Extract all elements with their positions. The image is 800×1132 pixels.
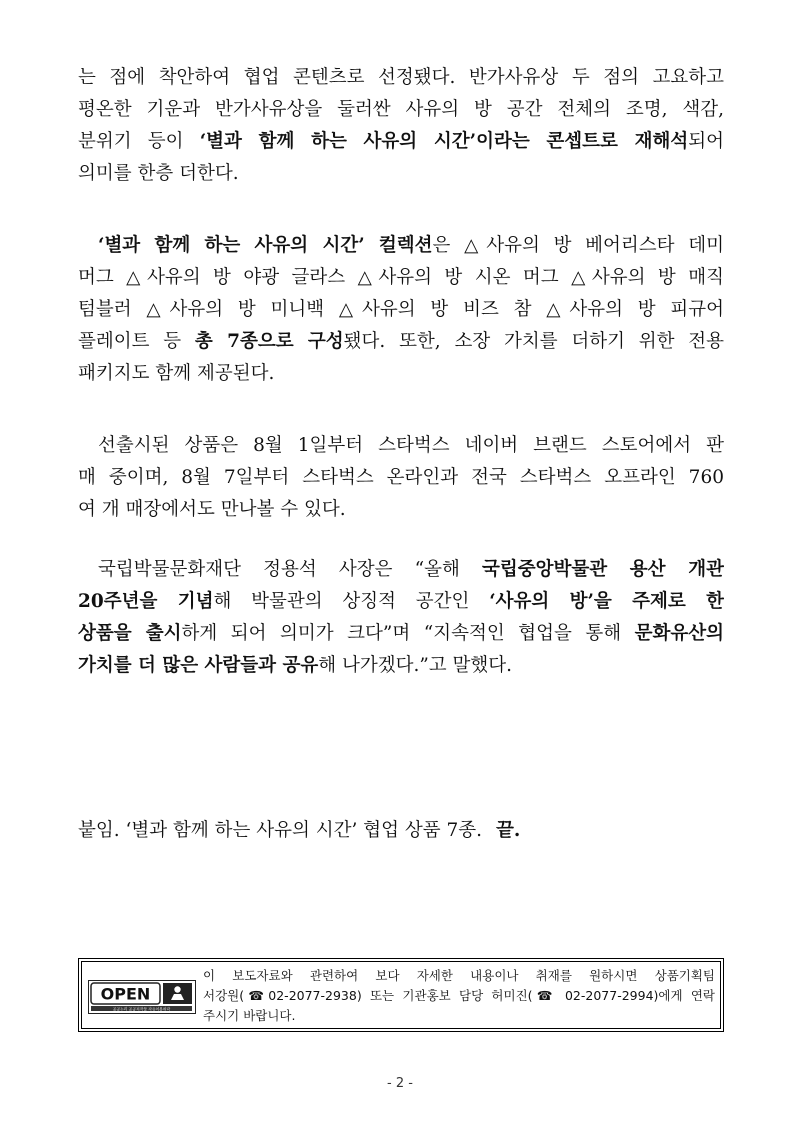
paragraph — [78, 554, 724, 682]
open-license-icon — [88, 980, 196, 1014]
text-line — [78, 586, 724, 618]
contact-box — [78, 958, 724, 1032]
text-line — [78, 462, 724, 494]
text-run: 평온한 기운과 반가사유상을 둘러싼 사유의 방 공간 전체의 조명, 색감, — [78, 99, 724, 120]
text-line — [78, 650, 724, 682]
contact-line: 이 보도자료와 관련하여 보다 자세한 내용이나 취재를 원하시면 상품기획팀 — [203, 968, 715, 983]
text-line — [78, 618, 724, 650]
text-line — [78, 158, 724, 190]
emphasis-text: ‘별과 함께 하는 사유의 시간’이라는 콘셉트로 재해석 — [199, 131, 689, 152]
paragraph — [78, 62, 724, 190]
emphasis-text: 총 7종으로 구성 — [194, 331, 344, 352]
text-run: 선출시된 상품은 8월 1일부터 스타벅스 네이버 브랜드 스토어에서 판 — [98, 435, 724, 456]
text-run: 은 △사유의 방 베어리스타 데미 — [432, 235, 724, 256]
text-run: 해 나가겠다.”고 말했다. — [318, 655, 513, 676]
text-line — [78, 358, 724, 390]
page-number: - 2 - — [387, 1076, 413, 1091]
text-line — [78, 554, 724, 586]
text-run: 됐다. 또한, 소장 가치를 더하기 위한 전용 — [343, 331, 724, 352]
text-line — [78, 262, 724, 294]
text-run: 패키지도 함께 제공된다. — [78, 363, 275, 384]
attachment-note — [78, 815, 520, 847]
text-run: 분위기 등이 — [78, 131, 200, 152]
text-line — [78, 230, 724, 262]
text-line — [78, 126, 724, 158]
text-run: 는 점에 착안하여 협업 콘텐츠로 선정됐다. 반가사유상 두 점의 고요하고 — [78, 67, 724, 88]
emphasis-text: 가치를 더 많은 사람들과 공유 — [78, 655, 319, 676]
text-line — [78, 326, 724, 358]
text-run: 해 박물관의 상징적 공간인 — [213, 591, 490, 612]
text-line — [78, 62, 724, 94]
end-mark: 끝. — [496, 820, 521, 841]
text-line — [78, 294, 724, 326]
emphasis-text: ‘사유의 방’을 주제로 한 — [489, 591, 724, 612]
text-run: 의미를 한층 더한다. — [78, 163, 239, 184]
svg-text:OPEN: OPEN — [100, 984, 151, 1004]
attachment-text: 붙임. ‘별과 함께 하는 사유의 시간’ 협업 상품 7종. — [78, 820, 483, 841]
contact-text — [203, 966, 715, 1026]
text-run: 되어 — [688, 131, 724, 152]
contact-line: 주시기 바랍니다. — [203, 1008, 296, 1023]
svg-text:공공누리 공공저작물 자유이용허락: 공공누리 공공저작물 자유이용허락 — [112, 1006, 171, 1012]
emphasis-text: 문화유산의 — [634, 623, 724, 644]
text-run: 플레이트 등 — [78, 331, 195, 352]
paragraph — [78, 430, 724, 526]
text-run: 텀블러 △사유의 방 미니백 △사유의 방 비즈 참 △사유의 방 피규어 — [78, 299, 724, 320]
emphasis-text: ‘별과 함께 하는 사유의 시간’ 컬렉션 — [98, 235, 433, 256]
text-run: 머그 △사유의 방 야광 글라스 △사유의 방 시온 머그 △사유의 방 매직 — [78, 267, 724, 288]
emphasis-text: 국립중앙박물관 용산 개관 — [482, 559, 724, 580]
text-run: 매 중이며, 8월 7일부터 스타벅스 온라인과 전국 스타벅스 오프라인 760 — [78, 467, 724, 488]
text-line — [78, 494, 724, 526]
text-run: 여 개 매장에서도 만나볼 수 있다. — [78, 499, 346, 520]
emphasis-text: 20주년을 기념 — [78, 591, 214, 612]
contact-line: 서강원(☎02-2077-2938) 또는 기관홍보 담당 허미진(☎ 02-2077-2994)에게 연락 — [203, 988, 715, 1003]
paragraph — [78, 230, 724, 390]
emphasis-text: 상품을 출시 — [78, 623, 182, 644]
text-line — [78, 94, 724, 126]
text-line — [78, 430, 724, 462]
text-run: 하게 되어 의미가 크다”며 “지속적인 협업을 통해 — [181, 623, 635, 644]
text-run: 국립박물문화재단 정용석 사장은 “올해 — [98, 559, 482, 580]
